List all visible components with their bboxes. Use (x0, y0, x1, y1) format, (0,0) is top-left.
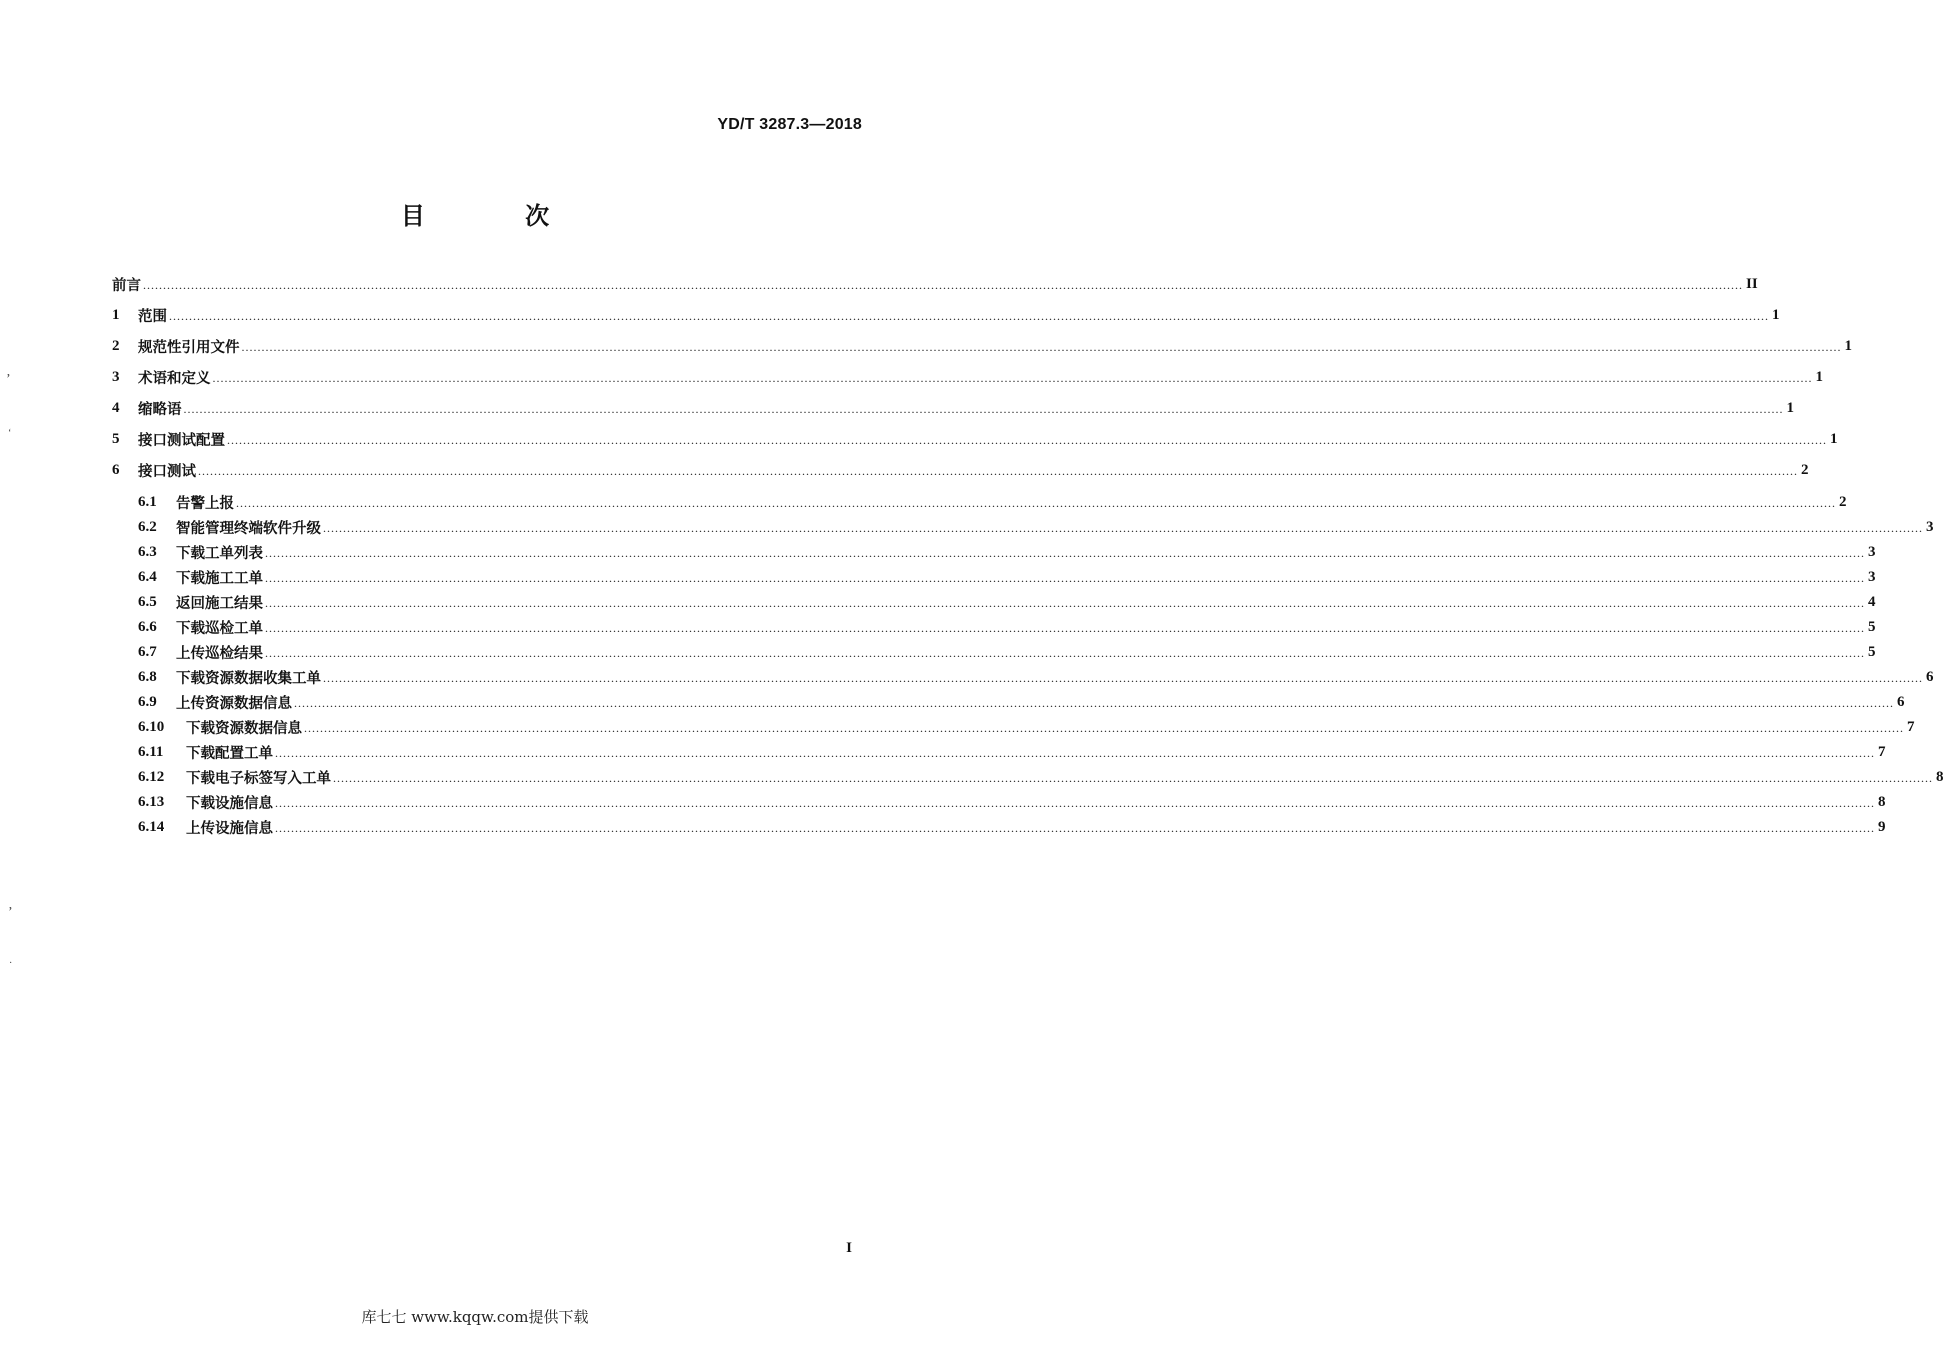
scan-artifact-mark: ’ (6, 372, 11, 387)
toc-entry-label: 术语和定义 (138, 370, 211, 387)
toc-entry-label: 接口测试 (138, 463, 196, 480)
toc-entry[interactable] (112, 303, 1780, 327)
toc-entry-label: 智能管理终端软件升级 (176, 520, 321, 537)
toc-entry[interactable] (112, 427, 1838, 451)
toc-dot-leader: ................................................................................................................................................................................................................................................................................................................................................................................................................ (265, 645, 1865, 660)
toc-entry-label: 下载设施信息 (186, 795, 273, 812)
toc-dot-leader: ................................................................................................................................................................................................................................................................................................................................................................................................................ (333, 770, 1933, 785)
toc-entry-page: 4 (1868, 593, 1876, 610)
toc-entry-page: 7 (1878, 743, 1886, 760)
toc-entry-number: 6.13 (138, 793, 165, 810)
toc-entry-number: 6.8 (138, 668, 157, 685)
toc-entry-page: 6 (1926, 668, 1934, 685)
toc-entry-number: 6.7 (138, 643, 157, 660)
toc-entry-number: 3 (112, 368, 120, 385)
toc-dot-leader: ................................................................................................................................................................................................................................................................................................................................................................................................................ (323, 670, 1923, 685)
toc-dot-leader: ................................................................................................................................................................................................................................................................................................................................................................................................................ (241, 339, 1842, 354)
toc-entry-label: 下载电子标签写入工单 (186, 770, 331, 787)
toc-entry-page: 5 (1868, 643, 1876, 660)
toc-entry[interactable] (112, 458, 1809, 482)
toc-entry[interactable] (138, 565, 1876, 589)
toc-entry[interactable] (138, 515, 1934, 539)
toc-entry-page: 7 (1907, 718, 1915, 735)
toc-entry-label: 下载资源数据信息 (186, 720, 302, 737)
toc-entry-number: 6.3 (138, 543, 157, 560)
toc-entry-label: 前言 (112, 277, 141, 294)
toc-dot-leader: ................................................................................................................................................................................................................................................................................................................................................................................................................ (236, 495, 1836, 510)
toc-dot-leader: ................................................................................................................................................................................................................................................................................................................................................................................................................ (169, 308, 1769, 323)
toc-entry-page: 1 (1830, 430, 1838, 447)
toc-entry-label: 上传资源数据信息 (176, 695, 292, 712)
toc-entry-page: 5 (1868, 618, 1876, 635)
toc-entry-label: 下载配置工单 (186, 745, 273, 762)
toc-entry-number: 6.4 (138, 568, 157, 585)
toc-entry-page: 1 (1786, 399, 1794, 416)
toc-dot-leader: ................................................................................................................................................................................................................................................................................................................................................................................................................ (198, 463, 1798, 478)
toc-entry[interactable] (138, 815, 1886, 839)
toc-entry[interactable] (112, 396, 1794, 420)
toc-dot-leader: ................................................................................................................................................................................................................................................................................................................................................................................................................ (275, 745, 1875, 760)
toc-dot-leader: ................................................................................................................................................................................................................................................................................................................................................................................................................ (183, 401, 1784, 416)
toc-entry-number: 6.9 (138, 693, 157, 710)
toc-entry[interactable] (138, 590, 1876, 614)
toc-entry-label: 上传设施信息 (186, 820, 273, 837)
toc-entry-label: 缩略语 (138, 401, 182, 418)
toc-dot-leader: ................................................................................................................................................................................................................................................................................................................................................................................................................ (265, 545, 1865, 560)
toc-entry[interactable] (138, 640, 1876, 664)
toc-entry-label: 接口测试配置 (138, 432, 225, 449)
toc-entry-page: 8 (1936, 768, 1944, 785)
toc-entry-page: 2 (1801, 461, 1809, 478)
toc-entry[interactable] (138, 665, 1934, 689)
toc-entry-number: 6.10 (138, 718, 165, 735)
scan-artifact-dot: ‘ (8, 428, 12, 439)
toc-entry-label: 返回施工结果 (176, 595, 263, 612)
toc-entry-number: 6.11 (138, 743, 164, 760)
toc-entry[interactable] (138, 690, 1905, 714)
toc-entry[interactable] (112, 334, 1852, 358)
scan-artifact-dot: · (9, 958, 13, 969)
page-title: 目 次 (400, 202, 596, 230)
document-code: YD/T 3287.3—2018 (717, 116, 862, 133)
toc-dot-leader: ................................................................................................................................................................................................................................................................................................................................................................................................................ (323, 520, 1923, 535)
toc-dot-leader: ................................................................................................................................................................................................................................................................................................................................................................................................................ (265, 595, 1865, 610)
toc-entry-number: 1 (112, 306, 120, 323)
toc-entry-page: 6 (1897, 693, 1905, 710)
toc-dot-leader: ................................................................................................................................................................................................................................................................................................................................................................................................................ (294, 695, 1894, 710)
toc-entry[interactable] (112, 365, 1823, 389)
toc-dot-leader: ................................................................................................................................................................................................................................................................................................................................................................................................................ (275, 820, 1875, 835)
toc-entry-number: 6.12 (138, 768, 165, 785)
toc-entry[interactable] (138, 540, 1876, 564)
toc-entry-label: 下载工单列表 (176, 545, 263, 562)
toc-entry-number: 6 (112, 461, 120, 478)
toc-dot-leader: ................................................................................................................................................................................................................................................................................................................................................................................................................ (212, 370, 1813, 385)
toc-entry-label: 下载巡检工单 (176, 620, 263, 637)
toc-entry-label: 告警上报 (176, 495, 234, 512)
toc-entry-number: 4 (112, 399, 120, 416)
toc-dot-leader: ................................................................................................................................................................................................................................................................................................................................................................................................................ (265, 570, 1865, 585)
toc-entry-number: 2 (112, 337, 120, 354)
toc-entry[interactable] (138, 790, 1886, 814)
toc-entry[interactable] (138, 490, 1847, 514)
toc-entry-page: 3 (1868, 568, 1876, 585)
toc-entry-label: 上传巡检结果 (176, 645, 263, 662)
footer-watermark-text: 库七七 www.kqqw.com提供下载 (361, 1308, 589, 1326)
toc-entry-number: 5 (112, 430, 120, 447)
toc-entry-page: II (1746, 275, 1758, 292)
toc-entry-number: 6.1 (138, 493, 157, 510)
toc-entry-label: 范围 (138, 308, 167, 325)
toc-entry-label: 规范性引用文件 (138, 339, 240, 356)
toc-dot-leader: ................................................................................................................................................................................................................................................................................................................................................................................................................ (304, 720, 1904, 735)
scan-artifact-mark: ’ (8, 905, 13, 920)
toc-dot-leader: ................................................................................................................................................................................................................................................................................................................................................................................................................ (275, 795, 1875, 810)
toc-dot-leader: ................................................................................................................................................................................................................................................................................................................................................................................................................ (265, 620, 1865, 635)
toc-entry-label: 下载资源数据收集工单 (176, 670, 321, 687)
toc-entry-page: 8 (1878, 793, 1886, 810)
toc-entry-page: 1 (1772, 306, 1780, 323)
toc-entry[interactable] (138, 740, 1886, 764)
toc-entry[interactable] (138, 715, 1915, 739)
toc-entry[interactable] (138, 765, 1944, 789)
toc-entry-label: 下载施工工单 (176, 570, 263, 587)
toc-entry-number: 6.6 (138, 618, 157, 635)
toc-entry-page: 2 (1839, 493, 1847, 510)
toc-entry[interactable] (138, 615, 1876, 639)
toc-entry-page: 9 (1878, 818, 1886, 835)
toc-dot-leader: ................................................................................................................................................................................................................................................................................................................................................................................................................ (143, 277, 1743, 292)
toc-entry-number: 6.14 (138, 818, 165, 835)
toc-entry-number: 6.5 (138, 593, 157, 610)
page-number: I (846, 1240, 852, 1256)
toc-entry-number: 6.2 (138, 518, 157, 535)
toc-dot-leader: ................................................................................................................................................................................................................................................................................................................................................................................................................ (227, 432, 1827, 447)
toc-entry-page: 1 (1844, 337, 1852, 354)
toc-entry-page: 1 (1815, 368, 1823, 385)
toc-entry[interactable] (112, 272, 1758, 296)
toc-entry-page: 3 (1868, 543, 1876, 560)
toc-entry-page: 3 (1926, 518, 1934, 535)
